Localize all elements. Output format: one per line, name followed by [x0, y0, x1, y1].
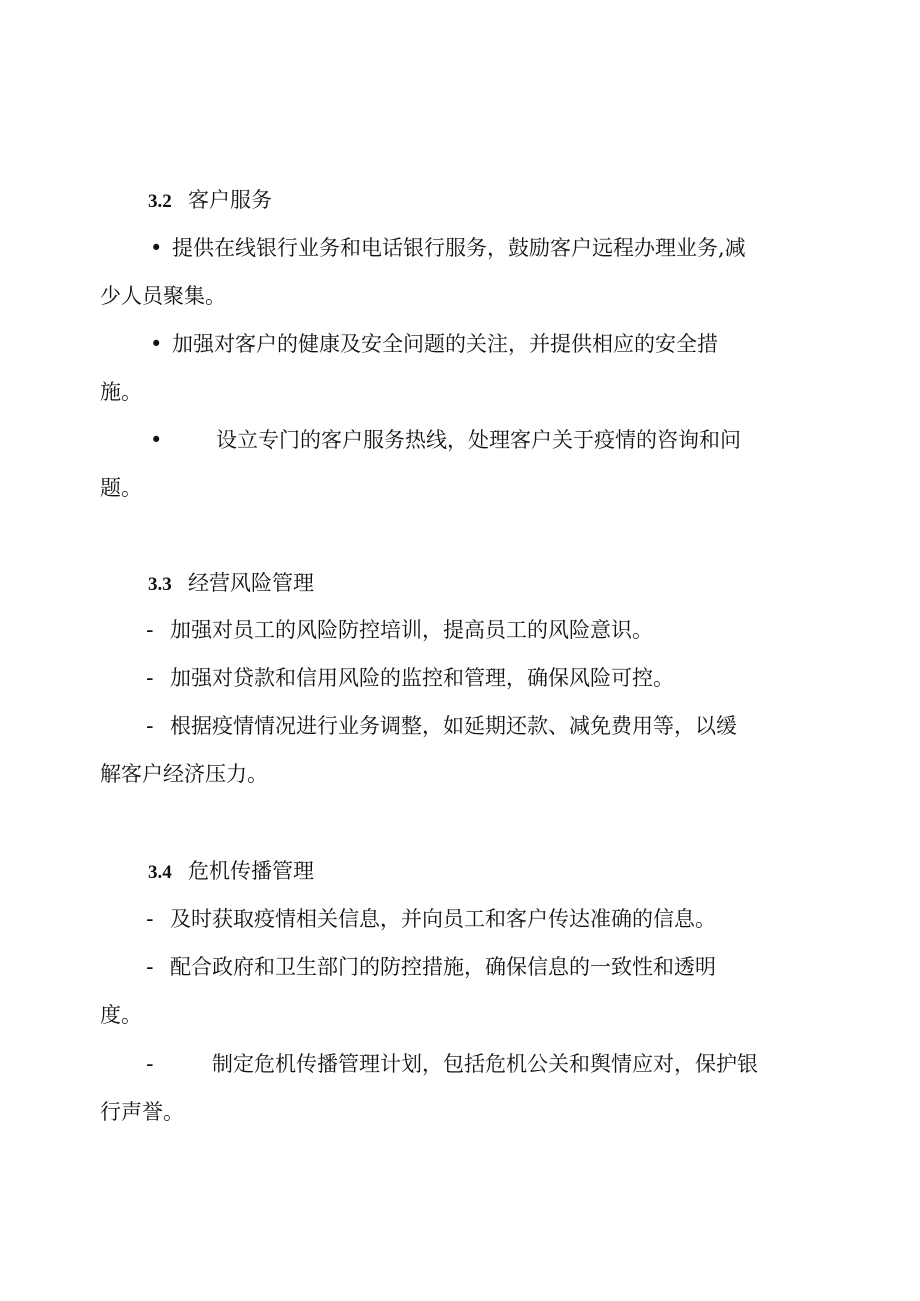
section-number: 3.3 [148, 574, 172, 595]
list-item-text: 解客户经济压力。 [100, 762, 268, 786]
list-item-text: 设立专门的客户服务热线，处理客户关于疫情的咨询和问 [216, 428, 741, 452]
list-item [100, 654, 820, 702]
list-item [100, 895, 820, 943]
dash-marker: - [146, 714, 154, 738]
list-item-text: 加强对客户的健康及安全问题的关注，并提供相应的安全措 [172, 332, 718, 356]
bullet-marker: • [150, 428, 163, 452]
section-heading-3-3 [148, 569, 314, 599]
dash-marker: - [146, 1052, 154, 1076]
list-item-text: 加强对贷款和信用风险的监控和管理，确保风险可控。 [170, 666, 674, 690]
section-heading-3-4 [148, 857, 314, 887]
dash-marker: - [146, 955, 154, 979]
section-number: 3.2 [148, 191, 172, 212]
list-item [100, 320, 820, 416]
list-item-text: 提供在线银行业务和电话银行服务，鼓励客户远程办理业务,减 [172, 236, 746, 260]
section-heading-3-2 [148, 186, 272, 216]
bullet-marker: • [150, 332, 163, 356]
bullet-marker: • [150, 236, 163, 260]
list-item-text: 行声誉。 [100, 1100, 184, 1124]
list-item [100, 416, 820, 512]
dash-marker: - [146, 666, 154, 690]
list-item [100, 224, 820, 320]
section-title: 经营风险管理 [188, 571, 314, 595]
section-title: 危机传播管理 [188, 859, 314, 883]
list-item-text: 加强对员工的风险防控培训，提高员工的风险意识。 [170, 618, 653, 642]
list-item-text: 度。 [100, 1003, 142, 1027]
section-title: 客户服务 [188, 188, 272, 212]
list-item-text: 施。 [100, 380, 142, 404]
list-item-text: 少人员聚集。 [100, 284, 226, 308]
list-item-text: 根据疫情情况进行业务调整，如延期还款、减免费用等，以缓 [170, 714, 737, 738]
list-item-text: 题。 [100, 476, 142, 500]
list-item [100, 1040, 820, 1136]
dash-marker: - [146, 907, 154, 931]
list-item [100, 606, 820, 654]
list-item [100, 702, 820, 798]
list-item [100, 943, 820, 1039]
list-item-text: 配合政府和卫生部门的防控措施，确保信息的一致性和透明 [170, 955, 716, 979]
section-number: 3.4 [148, 862, 172, 883]
dash-marker: - [146, 618, 154, 642]
list-item-text: 及时获取疫情相关信息，并向员工和客户传达准确的信息。 [170, 907, 716, 931]
list-item-text: 制定危机传播管理计划，包括危机公关和舆情应对，保护银 [212, 1052, 758, 1076]
